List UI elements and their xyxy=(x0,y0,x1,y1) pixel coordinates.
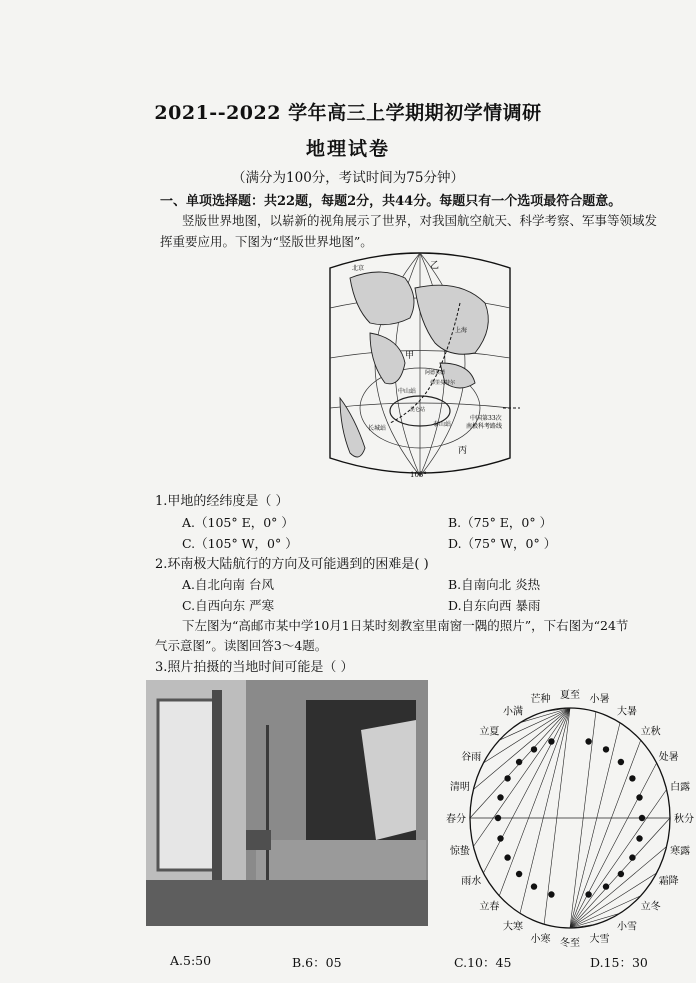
score-note: （满分为100分，考试时间为75分钟） xyxy=(232,170,464,186)
sun-position-dot xyxy=(629,775,635,781)
sun-position-dot xyxy=(531,746,537,752)
q3-option-d[interactable]: D.15：30 xyxy=(590,955,648,970)
q2-option-b[interactable]: B.自南向北 炎热 xyxy=(448,577,541,592)
q1-option-c[interactable]: C.（105° W，0° ） xyxy=(182,536,298,551)
term-chord-line xyxy=(570,740,641,928)
term-chord-line xyxy=(570,712,596,928)
exam-subtitle: 地理试卷 xyxy=(305,138,390,160)
solar-term-label: 冬至 xyxy=(560,938,580,949)
term-chord-line xyxy=(570,873,657,928)
map-label-105: 105° xyxy=(410,471,427,479)
section-heading: 一、单项选择题：共22题，每题2分，共44分。每题只有一个选项最符合题意。 xyxy=(160,194,622,209)
map-label-greatwall: 长城站 xyxy=(368,425,387,432)
term-chord-line xyxy=(520,708,570,723)
solar-term-label: 白露 xyxy=(670,781,691,793)
classroom-window-photo xyxy=(146,680,428,926)
solar-term-label: 立夏 xyxy=(479,726,500,738)
map-route-label-1: 中国第33次 xyxy=(470,415,502,422)
solar-term-label: 雨水 xyxy=(461,876,482,887)
q1-option-b[interactable]: B.（75° E，0° ） xyxy=(448,515,553,530)
map-label-yi: 乙 xyxy=(430,261,440,271)
map-label-shanghai: 上海 xyxy=(455,327,468,334)
sun-position-dot xyxy=(504,854,510,860)
vertical-world-map xyxy=(310,248,530,480)
passage-line-2: 气示意图”。读图回答3～4题。 xyxy=(155,638,328,653)
solar-term-label: 清明 xyxy=(449,781,470,793)
q1-option-a[interactable]: A.（105° E，0° ） xyxy=(182,515,294,530)
sun-position-dot xyxy=(603,746,609,752)
solar-term-label: 谷雨 xyxy=(461,752,482,763)
map-label-zhongshan: 中山站 xyxy=(398,388,417,395)
question-2-stem: 2.环南极大陆航行的方向及可能遇到的困难是( ) xyxy=(155,557,429,572)
solar-terms-figure xyxy=(446,688,696,958)
map-label-adelaide: 阿德莱德 xyxy=(425,370,446,376)
solar-term-label: 小满 xyxy=(503,706,523,718)
sun-position-dot xyxy=(618,759,624,765)
map-label-beijing: 北京 xyxy=(352,265,365,272)
q3-option-a[interactable]: A.5:50 xyxy=(170,953,212,968)
solar-term-label: 秋分 xyxy=(674,814,694,825)
sun-position-dot xyxy=(629,854,635,860)
map-label-kunlun: 昆仑站 xyxy=(410,407,426,413)
solar-term-label: 大暑 xyxy=(617,706,637,718)
sun-position-dot xyxy=(548,738,554,744)
map-figure xyxy=(310,248,530,480)
map-label-taishan: 泰山站 xyxy=(433,421,452,428)
sun-position-dot xyxy=(497,835,503,841)
term-chord-line xyxy=(499,708,570,896)
sun-position-dot xyxy=(585,738,591,744)
q2-option-a[interactable]: A.自北向南 台风 xyxy=(182,577,274,592)
map-label-jia: 甲 xyxy=(405,351,415,361)
map-label-fremantle: 弗里曼特尔 xyxy=(430,380,456,386)
q2-option-c[interactable]: C.自西向东 严寒 xyxy=(182,598,275,613)
solar-term-label: 小雪 xyxy=(617,921,637,933)
solar-term-label: 大雪 xyxy=(589,933,610,945)
term-chord-line xyxy=(570,913,620,928)
sun-position-dot xyxy=(516,759,522,765)
sun-position-dot xyxy=(548,891,554,897)
q3-option-c[interactable]: C.10：45 xyxy=(454,955,512,970)
sun-position-dot xyxy=(516,871,522,877)
solar-term-label: 大寒 xyxy=(503,921,523,933)
term-chord-line xyxy=(520,708,570,913)
sun-position-dot xyxy=(636,835,642,841)
solar-term-label: 小寒 xyxy=(530,933,551,945)
exam-title: 2021--2022 学年高三上学期期初学情调研 xyxy=(154,102,542,124)
sun-position-dot xyxy=(603,883,609,889)
sun-position-dot xyxy=(495,815,501,821)
question-3-stem: 3.照片拍摄的当地时间可能是（ ） xyxy=(155,660,354,675)
q3-option-b[interactable]: B.6：05 xyxy=(292,955,342,970)
map-label-bing: 丙 xyxy=(458,446,468,456)
solar-term-label: 春分 xyxy=(446,814,466,825)
sun-position-dot xyxy=(531,883,537,889)
sun-position-dot xyxy=(636,794,642,800)
solar-term-label: 立春 xyxy=(479,901,500,913)
solar-terms-diagram xyxy=(446,688,696,958)
sun-position-dot xyxy=(497,794,503,800)
q2-option-d[interactable]: D.自东向西 暴雨 xyxy=(448,598,541,613)
solar-term-label: 小暑 xyxy=(589,694,610,706)
solar-term-label: 霜降 xyxy=(658,876,679,887)
sun-position-dot xyxy=(504,775,510,781)
sun-position-dot xyxy=(585,891,591,897)
term-chord-line xyxy=(570,723,620,928)
question-1-stem: 1.甲地的经纬度是（ ） xyxy=(155,494,289,509)
solar-term-label: 芒种 xyxy=(530,694,551,706)
intro-line-1: 竖版世界地图，以崭新的视角展示了世界，对我国航空航天、科学考察、军事等领域发 xyxy=(182,213,658,228)
intro-line-2: 挥重要应用。下图为“竖版世界地图”。 xyxy=(160,234,373,249)
term-chord-line xyxy=(544,708,570,924)
solar-term-label: 夏至 xyxy=(560,690,580,701)
sun-position-dot xyxy=(639,815,645,821)
sun-position-dot xyxy=(618,871,624,877)
solar-term-label: 寒露 xyxy=(670,846,691,858)
solar-term-label: 立秋 xyxy=(640,726,661,738)
solar-term-label: 立冬 xyxy=(640,901,661,913)
solar-term-label: 惊蛰 xyxy=(449,846,470,858)
map-route-label-2: 南极科考路线 xyxy=(466,423,503,430)
solar-term-label: 处暑 xyxy=(658,752,679,763)
photo-figure xyxy=(146,680,428,926)
passage-line-1: 下左图为“高邮市某中学10月1日某时刻教室里南窗一隅的照片”，下右图为“24节 xyxy=(182,618,629,633)
q1-option-d[interactable]: D.（75° W，0° ） xyxy=(448,536,557,551)
